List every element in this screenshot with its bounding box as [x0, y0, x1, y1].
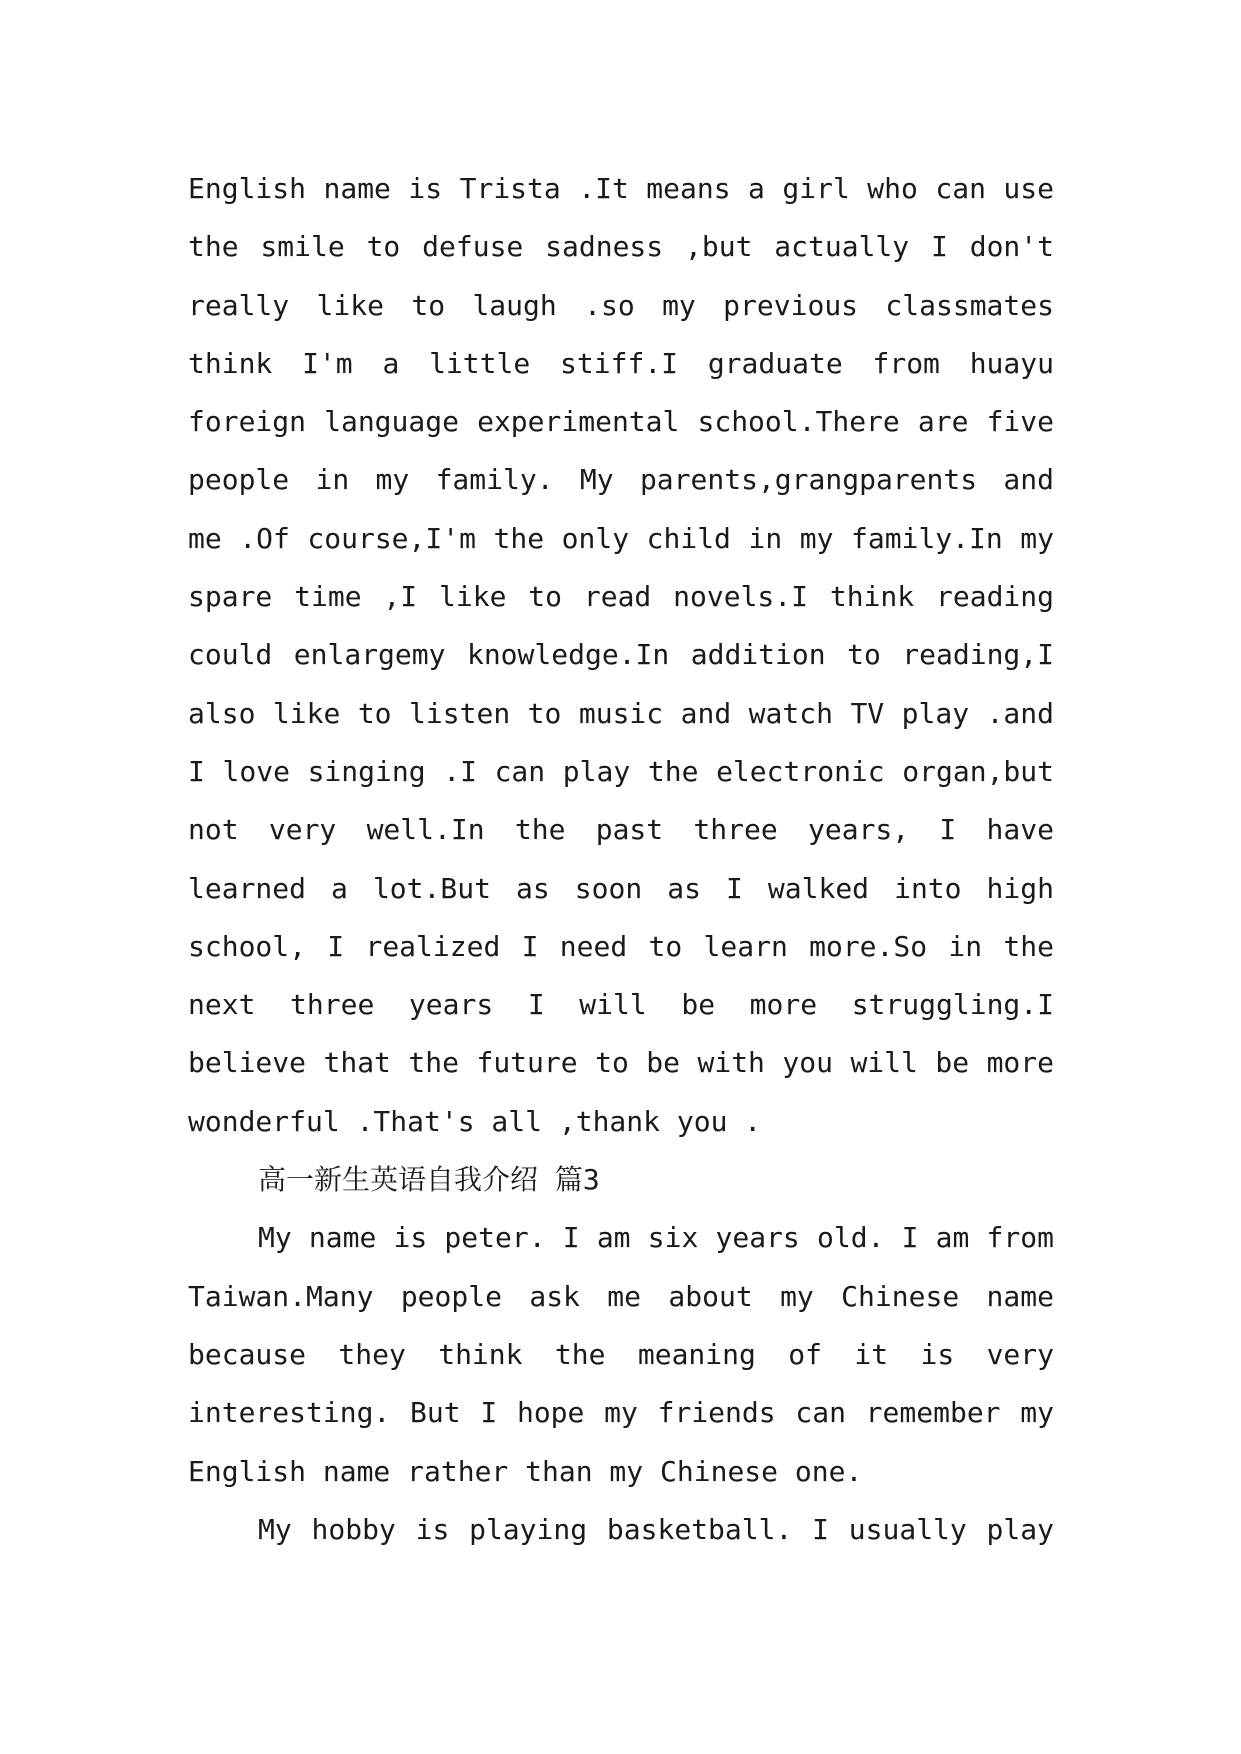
document-page: [188, 160, 1054, 1559]
text-line: learned a lot.But as soon as I walked into high: [188, 871, 1054, 905]
text-line: really like to laugh .so my previous classmates: [188, 288, 1054, 322]
text-line: because they think the meaning of it is very: [188, 1337, 1054, 1371]
section-heading: 高一新生英语自我介绍 篇3: [258, 1163, 600, 1197]
text-line: next three years I will be more struggling.I: [188, 988, 1054, 1022]
text-line: wonderful .That's all ,thank you .: [188, 1104, 762, 1138]
paragraph-hobby: [188, 1501, 1054, 1559]
text-line: believe that the future to be with you will be more: [188, 1046, 1054, 1080]
paragraph-intro-continued: [188, 160, 1054, 1151]
text-line: people in my family. My parents,grangparents and: [188, 463, 1054, 497]
text-line: My name is peter. I am six years old. I am from: [258, 1221, 1054, 1255]
text-line: spare time ,I like to read novels.I think reading: [188, 580, 1054, 614]
text-line: not very well.In the past three years, I have: [188, 813, 1054, 847]
text-line: English name is Trista .It means a girl who can use: [188, 172, 1054, 205]
text-line: think I'm a little stiff.I graduate from huayu: [188, 346, 1054, 380]
text-line: school, I realized I need to learn more.So in the: [188, 929, 1054, 963]
text-line: English name rather than my Chinese one.: [188, 1454, 863, 1488]
text-line: also like to listen to music and watch TV play .and: [188, 696, 1054, 730]
text-line: foreign language experimental school.There are five: [188, 405, 1054, 439]
text-line: could enlargemy knowledge.In addition to reading,I: [188, 638, 1054, 672]
text-line: I love singing .I can play the electronic organ,but: [188, 754, 1054, 788]
text-line: the smile to defuse sadness ,but actually I don't: [188, 230, 1054, 264]
text-line: Taiwan.Many people ask me about my Chinese name: [188, 1279, 1054, 1313]
text-line: me .Of course,I'm the only child in my family.In my: [188, 521, 1054, 555]
text-line: interesting. But I hope my friends can remember my: [188, 1396, 1054, 1430]
paragraph-peter-intro: [188, 1209, 1054, 1500]
text-line: My hobby is playing basketball. I usually play: [258, 1512, 1054, 1546]
